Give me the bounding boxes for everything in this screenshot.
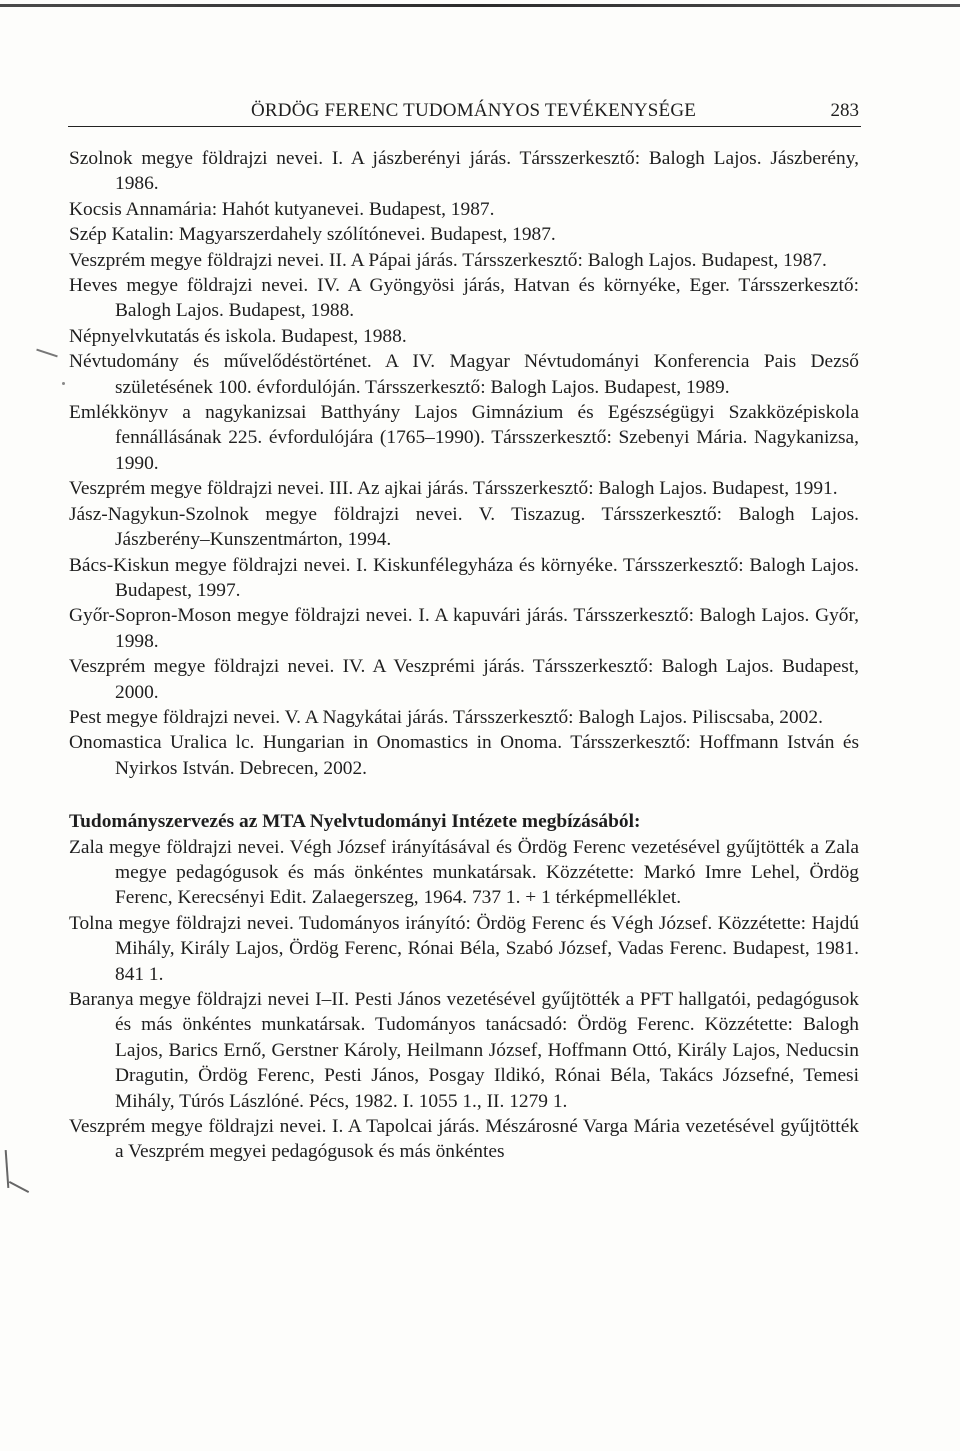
bibliography-entry: Népnyelvkutatás és iskola. Budapest, 1988. (69, 325, 407, 347)
bibliography-entry: Szolnok megye földrajzi nevei. I. A jászberényi járás. Társszerkesztő: Balogh Lajos. Jászberény, 1986. (69, 148, 859, 195)
bibliography-entry: Bács-Kiskun megye földrajzi nevei. I. Kiskunfélegyháza és környéke. Társszerkesztő: Balogh Lajos. Budapest, 1997. (69, 554, 859, 601)
page-number: 283 (830, 100, 859, 121)
bibliography-entry: Győr-Sopron-Moson megye földrajzi nevei. I. A kapuvári járás. Társszerkesztő: Balogh Lajos. Győr, 1998. (69, 605, 859, 652)
scan-top-edge (0, 4, 960, 7)
bibliography-entry: Pest megye földrajzi nevei. V. A Nagykátai járás. Társszerkesztő: Balogh Lajos. Piliscsaba, 2002. (69, 706, 823, 728)
running-header (68, 100, 861, 127)
section-heading: Tudományszervezés az MTA Nyelvtudományi Intézete megbízásából: (69, 811, 641, 833)
bibliography-entry: Szép Katalin: Magyarszerdahely szólítónevei. Budapest, 1987. (69, 224, 556, 246)
bibliography-entry: Veszprém megye földrajzi nevei. III. Az ajkai járás. Társszerkesztő: Balogh Lajos. Budapest, 1991. (69, 478, 838, 500)
page-body (69, 146, 859, 1165)
bibliography-entry: Névtudomány és művelődéstörténet. A IV. Magyar Névtudományi Konferencia Pais Dezső születésének 100. évfordulóján. Társszerkesztő: Balogh Lajos. Budapest, 1989. (69, 351, 859, 398)
bibliography-entry: Veszprém megye földrajzi nevei. IV. A Veszprémi járás. Társszerkesztő: Balogh Lajos. Budapest, 2000. (69, 656, 859, 703)
pencil-dot (62, 382, 65, 385)
section-entry: Zala megye földrajzi nevei. Végh József irányításával és Ördög Ferenc vezetésével gyűjtötték a Zala megye pedagógusok és más önkéntes munkatársak. Közzétette: Markó Imre Lehel, Ördög Ferenc, Kerecsényi Edit. Zalaegerszeg, 1964. 737 1. + 1 térképmelléklet. (69, 836, 859, 909)
running-header-title: ÖRDÖG FERENC TUDOMÁNYOS TEVÉKENYSÉGE (251, 100, 697, 121)
bibliography-entry: Heves megye földrajzi nevei. IV. A Gyöngyösi járás, Hatvan és környéke, Eger. Társszerkesztő: Balogh Lajos. Budapest, 1988. (69, 275, 859, 322)
bibliography-entry: Kocsis Annamária: Hahót kutyanevei. Budapest, 1987. (69, 198, 495, 220)
bibliography-entry: Emlékkönyv a nagykanizsai Batthyány Lajos Gimnázium és Egészségügyi Szakközépiskola fennállásának 225. évfordulójára (1765–1990). Társszerkesztő: Szebenyi Mária. Nagykanizsa, 1990. (69, 402, 859, 474)
section-entry: Tolna megye földrajzi nevei. Tudományos irányító: Ördög Ferenc és Végh József. Közzétette: Hajdú Mihály, Király Lajos, Ördög Ferenc, Rónai Béla, Szabó József, Vadas Ferenc. Budapest, 1981. 841 1. (69, 912, 859, 985)
section-entry: Veszprém megye földrajzi nevei. I. A Tapolcai járás. Mészárosné Varga Mária vezetésével gyűjtötték a Veszprém megyei pedagógusok és más önkéntes (69, 1116, 859, 1163)
bibliography-entry: Jász-Nagykun-Szolnok megye földrajzi nevei. V. Tiszazug. Társszerkesztő: Balogh Lajos. Jászberény–Kunszentmárton, 1994. (69, 503, 859, 551)
bibliography-entry: Onomastica Uralica lc. Hungarian in Onomastics in Onoma. Társszerkesztő: Hoffmann István és Nyirkos István. Debrecen, 2002. (69, 732, 859, 779)
pencil-mark (9, 1181, 29, 1193)
bibliography-entry: Veszprém megye földrajzi nevei. II. A Pápai járás. Társszerkesztő: Balogh Lajos. Budapest, 1987. (69, 249, 827, 271)
section-entry: Baranya megye földrajzi nevei I–II. Pesti János vezetésével gyűjtötték a PFT hallgatói, pedagógusok és más önkéntes munkatársak. Tudományos tanácsadó: Ördög Ferenc. Közzétette: Balogh Lajos, Barics Ernő, Gerstner Károly, Heilmann József, Hoffmann Ottó, Király Lajos, Neducsin Dragutin, Ördög Ferenc, Pesti János, Posgay Ildikó, Rónai Béla, Takács Józsefné, Temesi Mihály, Túrós Lászlóné. Pécs, 1982. I. 1055 1., II. 1279 1. (69, 989, 859, 1112)
pencil-mark (36, 349, 58, 358)
